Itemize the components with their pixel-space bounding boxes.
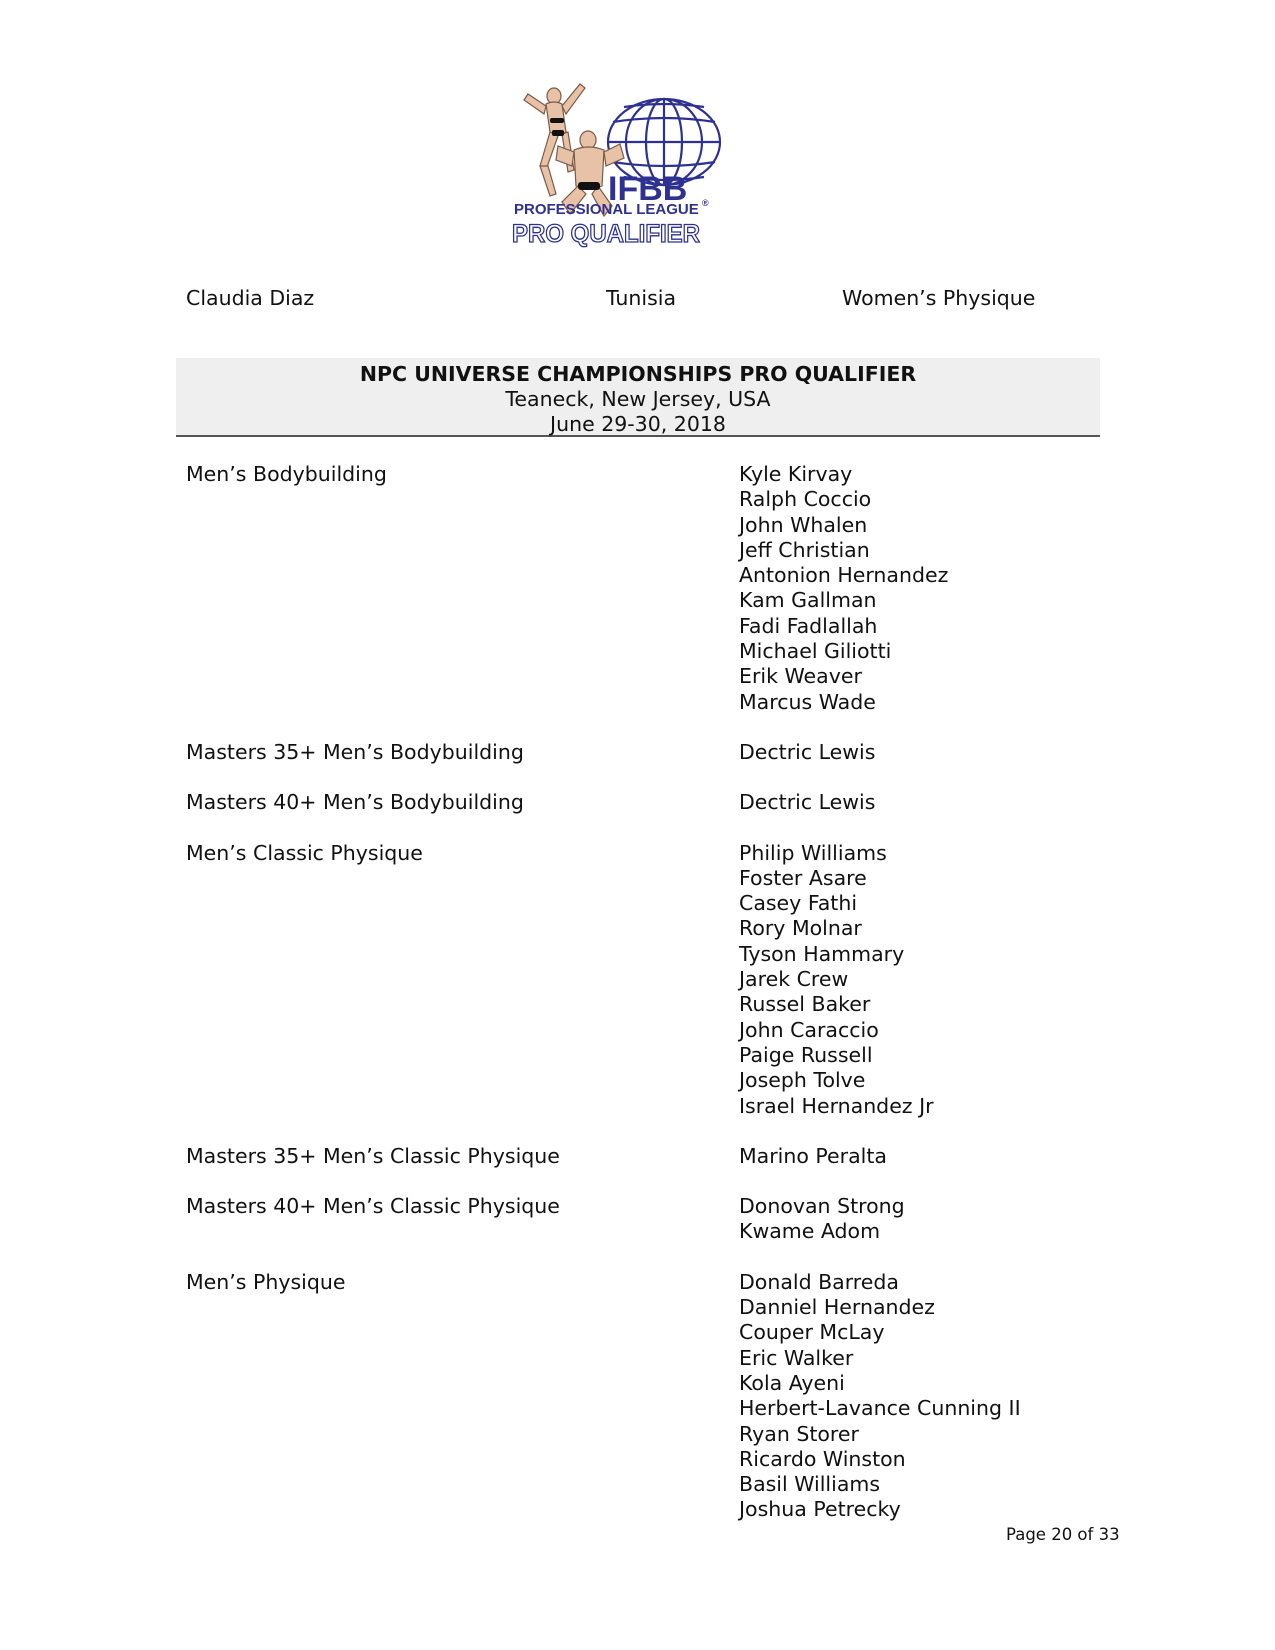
- logo-registered-mark: ®: [702, 198, 709, 208]
- qualifier-name: Kyle Kirvay: [739, 462, 853, 486]
- division-label: Masters 40+ Men’s Classic Physique: [186, 1194, 560, 1219]
- qualifier-name: Ralph Coccio: [739, 487, 872, 512]
- qualifier-name: Michael Giliotti: [739, 639, 892, 664]
- logo-line3: PRO QUALIFIER: [512, 220, 700, 248]
- carryover-qualifier-row: [0, 286, 1275, 316]
- qualifier-name: Russel Baker: [739, 992, 871, 1017]
- division-results: [0, 462, 1275, 1548]
- division-row: [0, 1144, 1275, 1169]
- qualifier-name: Ryan Storer: [739, 1421, 859, 1446]
- qualifier-list: [739, 740, 1275, 765]
- qualifier-name: Donovan Strong: [739, 1194, 905, 1219]
- qualifier-name: Antonion Hernandez: [739, 563, 949, 588]
- qualifier-list: [739, 790, 1275, 815]
- qualifier-name: Kwame Adom: [739, 1219, 881, 1244]
- division-label: Masters 35+ Men’s Bodybuilding: [186, 739, 524, 764]
- qualifier-name: Basil Williams: [739, 1472, 881, 1497]
- division-row: [0, 740, 1275, 765]
- page-number: Page 20 of 33: [1006, 1525, 1120, 1544]
- division-row: [0, 790, 1275, 815]
- qualifier-name: Eric Walker: [739, 1345, 854, 1370]
- qualifier-name: Joshua Petrecky: [739, 1497, 901, 1522]
- qualifier-name: Marino Peralta: [739, 1143, 887, 1168]
- logo-line2: PROFESSIONAL LEAGUE: [514, 201, 699, 218]
- qualifier-list: [739, 1270, 1275, 1523]
- qualifier-list: [739, 841, 1275, 1119]
- qualifier-list: [739, 462, 1275, 715]
- qualifier-name: Foster Asare: [739, 865, 867, 890]
- qualifier-name: Kola Ayeni: [739, 1370, 845, 1395]
- event-date: June 29-30, 2018: [550, 412, 726, 436]
- division-label: Men’s Classic Physique: [186, 840, 423, 865]
- ifbb-pro-qualifier-logo: [510, 74, 770, 254]
- qualifier-name: Tyson Hammary: [739, 941, 905, 966]
- qualifier-name: Joseph Tolve: [739, 1068, 866, 1093]
- qualifier-name: John Whalen: [739, 512, 868, 537]
- event-header: [176, 358, 1100, 437]
- carryover-athlete-country: Tunisia: [606, 286, 677, 310]
- qualifier-name: Marcus Wade: [739, 689, 876, 714]
- qualifier-name: Paige Russell: [739, 1042, 873, 1067]
- division-label: Men’s Physique: [186, 1269, 346, 1294]
- qualifier-list: [739, 1194, 1275, 1245]
- qualifier-name: Dectric Lewis: [739, 739, 876, 764]
- division-row: [0, 462, 1275, 715]
- division-row: [0, 1270, 1275, 1523]
- qualifier-name: Donald Barreda: [739, 1269, 899, 1294]
- division-label: Men’s Bodybuilding: [186, 462, 387, 486]
- carryover-athlete-division: Women’s Physique: [842, 286, 1036, 310]
- qualifier-name: John Caraccio: [739, 1017, 879, 1042]
- qualifier-list: [739, 1144, 1275, 1169]
- qualifier-name: Couper McLay: [739, 1320, 885, 1345]
- qualifier-name: Kam Gallman: [739, 588, 877, 613]
- logo-line1: IFBB: [608, 170, 688, 208]
- event-location: Teaneck, New Jersey, USA: [505, 387, 771, 411]
- carryover-athlete-name: Claudia Diaz: [186, 286, 315, 310]
- qualifier-name: Fadi Fadlallah: [739, 613, 878, 638]
- qualifier-name: Herbert-Lavance Cunning II: [739, 1396, 1021, 1421]
- qualifier-name: Jarek Crew: [739, 967, 849, 992]
- qualifier-name: Philip Williams: [739, 840, 887, 865]
- qualifier-name: Dectric Lewis: [739, 790, 876, 815]
- division-label: Masters 40+ Men’s Bodybuilding: [186, 790, 524, 815]
- qualifier-name: Israel Hernandez Jr: [739, 1093, 934, 1118]
- division-row: [0, 1194, 1275, 1245]
- division-row: [0, 841, 1275, 1119]
- qualifier-name: Ricardo Winston: [739, 1446, 906, 1471]
- qualifier-name: Erik Weaver: [739, 664, 862, 689]
- qualifier-name: Jeff Christian: [739, 537, 870, 562]
- division-label: Masters 35+ Men’s Classic Physique: [186, 1143, 560, 1168]
- qualifier-name: Casey Fathi: [739, 891, 858, 916]
- qualifier-name: Rory Molnar: [739, 916, 862, 941]
- event-title: NPC UNIVERSE CHAMPIONSHIPS PRO QUALIFIER: [359, 362, 917, 386]
- logo-graphic: [510, 74, 770, 254]
- qualifier-name: Danniel Hernandez: [739, 1295, 935, 1320]
